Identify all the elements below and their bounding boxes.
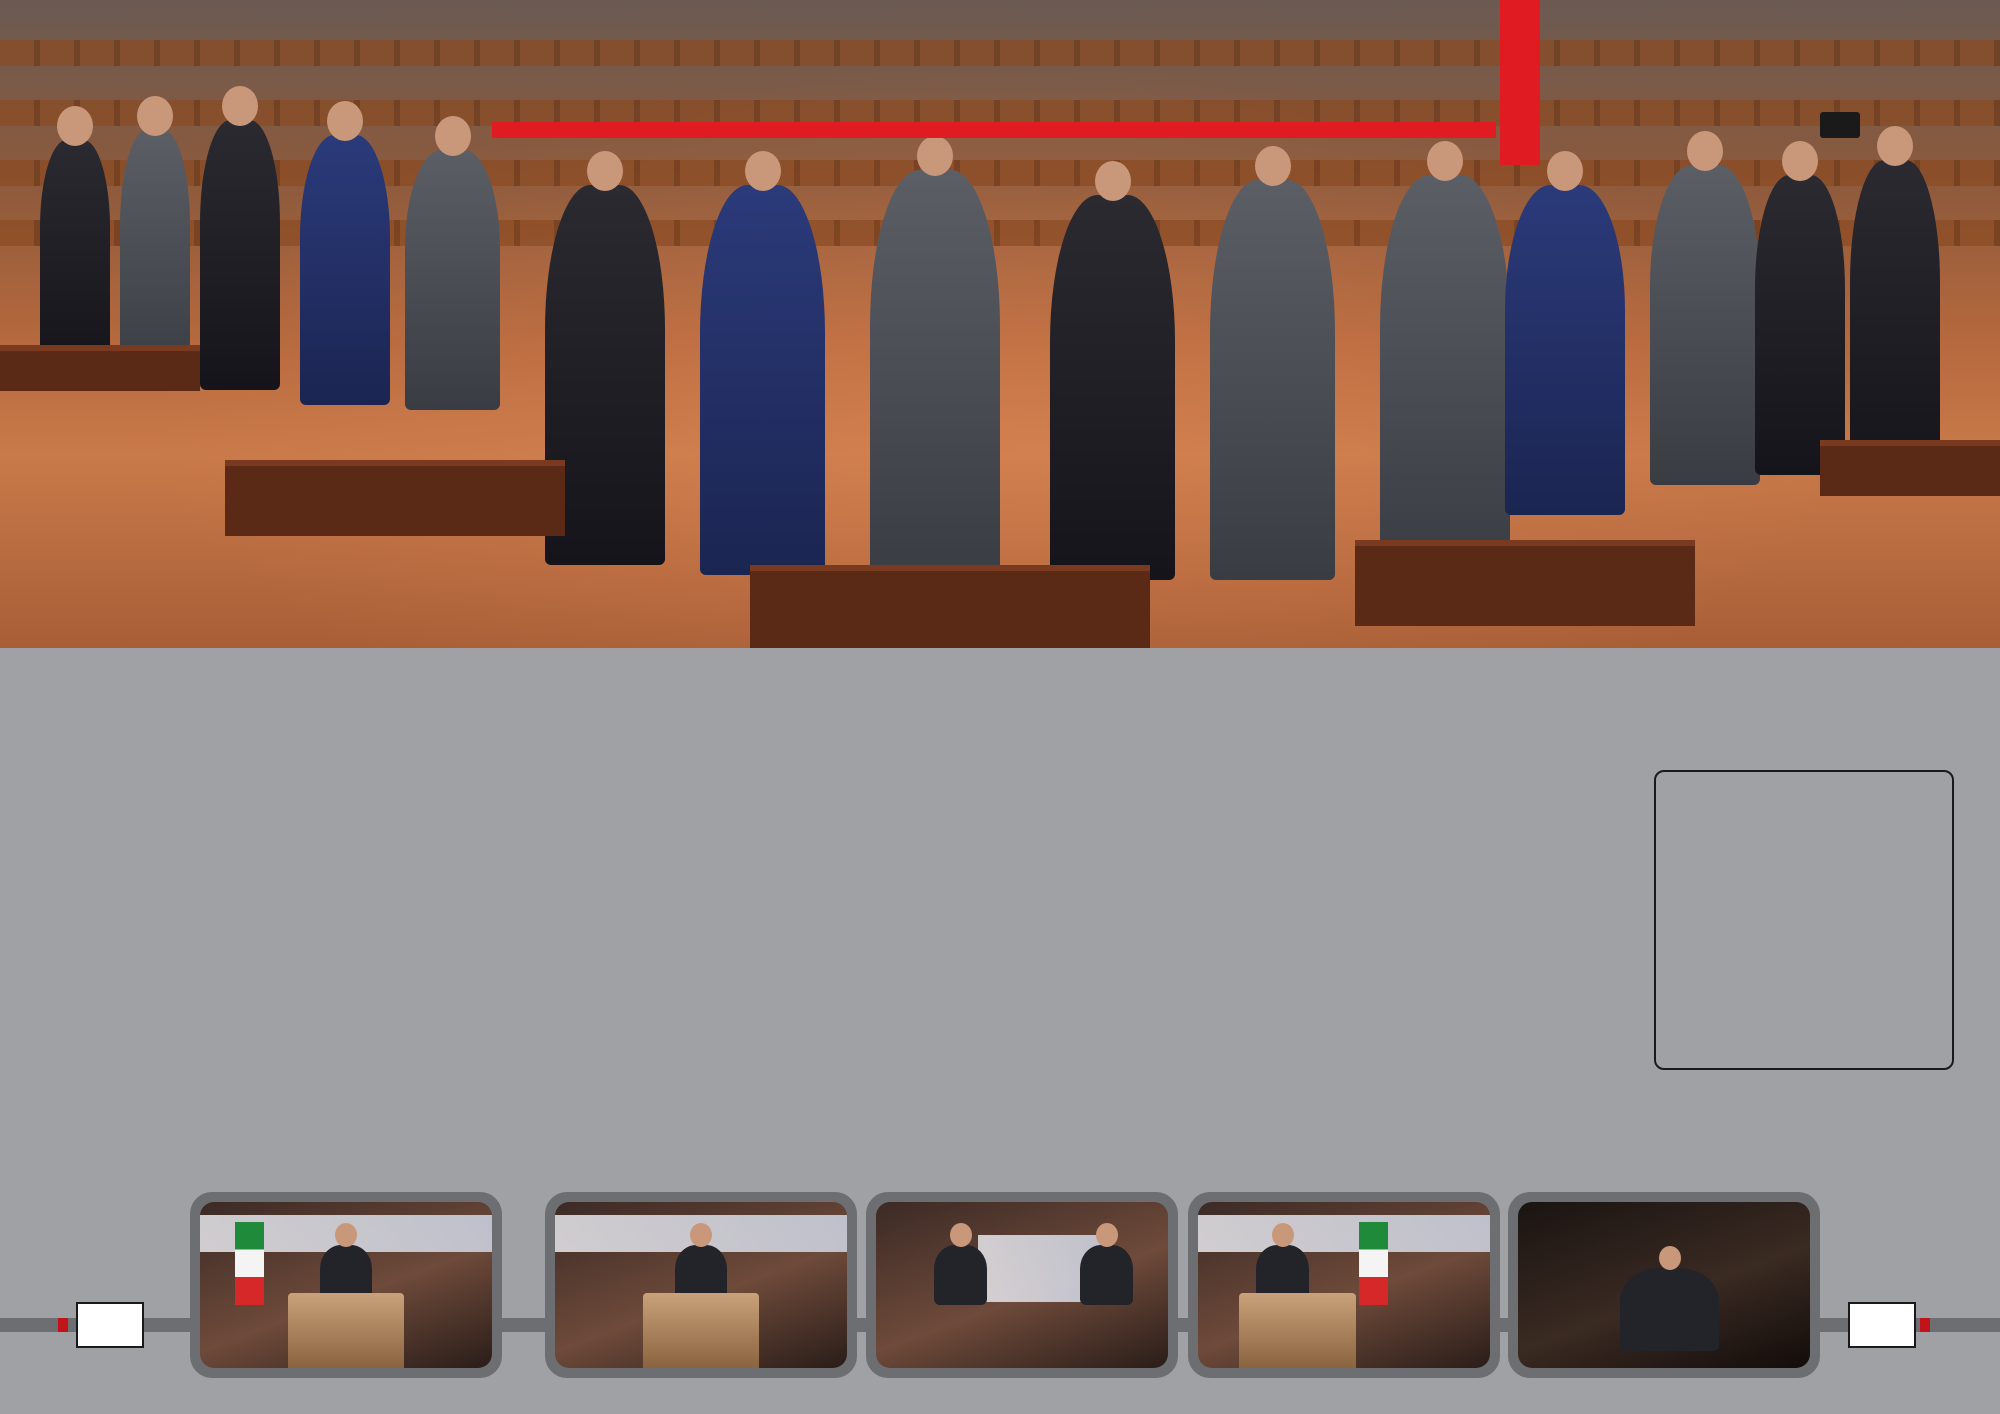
person — [1650, 165, 1760, 485]
person — [200, 120, 280, 390]
seat-row — [0, 40, 2000, 66]
table — [225, 460, 565, 536]
table — [750, 565, 1150, 648]
photo-frame — [1508, 1192, 1820, 1378]
podium — [643, 1293, 760, 1368]
page-number-right — [1848, 1302, 1916, 1348]
podium — [1239, 1293, 1356, 1368]
section-tab — [1500, 0, 1540, 165]
page-marker — [1920, 1318, 1930, 1332]
photo-frame — [866, 1192, 1178, 1378]
person — [120, 130, 190, 380]
event-photo — [876, 1202, 1168, 1368]
page-marker — [58, 1318, 68, 1332]
photo-banner — [1198, 1215, 1490, 1252]
person — [300, 135, 390, 405]
podium — [288, 1293, 405, 1368]
speaker — [934, 1245, 987, 1305]
person — [700, 185, 825, 575]
person — [1210, 180, 1335, 580]
photo-frame — [190, 1192, 502, 1378]
event-photo — [1518, 1202, 1810, 1368]
article-column-4 — [378, 766, 687, 1166]
article-column-3 — [701, 766, 1010, 1166]
photo-frame — [545, 1192, 857, 1378]
page-number-left — [76, 1302, 144, 1348]
seated-person — [1620, 1268, 1719, 1351]
table — [1355, 540, 1695, 626]
table — [0, 345, 200, 391]
event-photo — [1198, 1202, 1490, 1368]
sidebar-box — [1654, 770, 1954, 1070]
person — [1050, 195, 1175, 580]
header-red-bar — [492, 122, 1496, 138]
article-column-2 — [1023, 766, 1332, 1166]
flag-icon — [235, 1222, 264, 1305]
hero-photo — [0, 0, 2000, 648]
person — [1850, 160, 1940, 480]
event-photo — [200, 1202, 492, 1368]
photo-frame — [1188, 1192, 1500, 1378]
table — [1820, 440, 2000, 496]
person — [1755, 175, 1845, 475]
person — [1380, 175, 1510, 575]
flag-icon — [1359, 1222, 1388, 1305]
speaker — [1080, 1245, 1133, 1305]
event-photo — [555, 1202, 847, 1368]
magazine-logo — [1820, 112, 1860, 138]
person — [1505, 185, 1625, 515]
person — [405, 150, 500, 410]
person — [40, 140, 110, 370]
article-column-1 — [1346, 766, 1655, 1166]
person — [870, 170, 1000, 580]
article-columns — [55, 766, 1655, 1166]
article-column-5 — [55, 766, 364, 1166]
